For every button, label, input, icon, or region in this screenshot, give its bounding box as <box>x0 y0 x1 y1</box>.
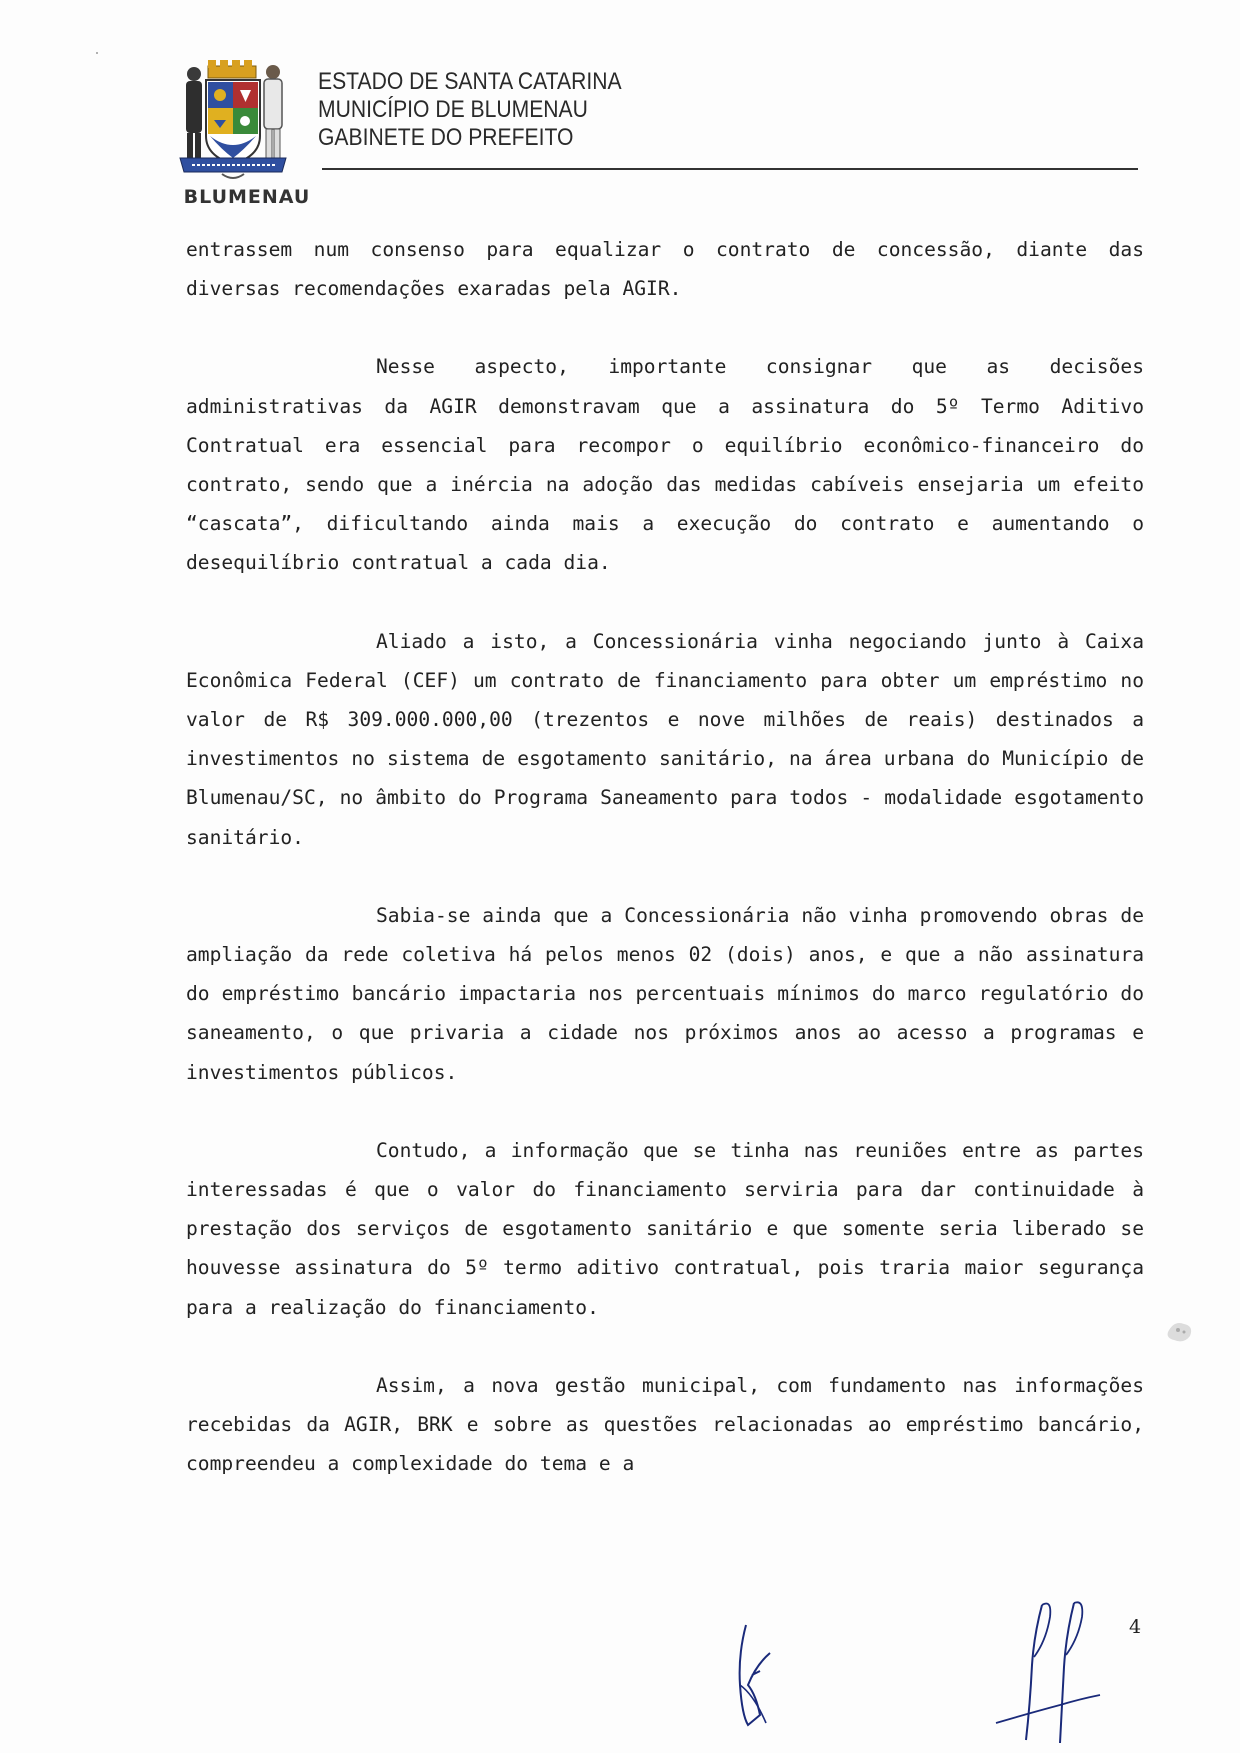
document-body <box>186 230 1144 1522</box>
scan-speck <box>95 42 99 46</box>
office-name: GABINETE DO PREFEITO <box>318 124 574 151</box>
signature-icon <box>990 1595 1120 1745</box>
left-figure-icon <box>186 67 202 163</box>
scan-stain <box>1160 1310 1200 1350</box>
paragraph: Nesse aspecto, importante consignar que as decisões administrativas da AGIR demonstravam que a assinatura do 5º Termo Aditivo Contratual era essencial para recompor o equilíbrio econômico-financeiro do contrato, sendo que a inércia na adoção das medidas cabíveis ensejaria um efeito “cascata”, dificultando ainda mais a execução do contrato e aumentando o desequilíbrio contratual a cada dia. <box>186 355 1144 575</box>
blumenau-coat-of-arms-icon <box>178 58 313 188</box>
motto-banner-icon <box>180 158 286 172</box>
mural-crown-icon <box>208 60 256 78</box>
right-figure-icon <box>264 65 282 161</box>
page-number: 4 <box>1129 1616 1142 1638</box>
state-name: ESTADO DE SANTA CATARINA <box>318 68 622 95</box>
paragraph: Aliado a isto, a Concessionária vinha negociando junto à Caixa Econômica Federal (CEF) um contrato de financiamento para obter um empréstimo no valor de R$ 309.000.000,00 (trezentos e nove milhões de reais) destinados a investimentos no sistema de esgotamento sanitário, na área urbana do Município de Blumenau/SC, no âmbito do Programa Saneamento para todos - modalidade esgotamento sanitário. <box>186 629 1144 849</box>
initials-signature-icon <box>726 1615 786 1730</box>
letterhead-titles <box>318 68 663 152</box>
municipality-name: MUNICÍPIO DE BLUMENAU <box>318 96 588 123</box>
paragraph: entrassem num consenso para equalizar o contrato de concessão, diante das diversas recomendações exaradas pela AGIR. <box>186 238 1144 301</box>
crest-caption: BLUMENAU <box>183 186 311 208</box>
header-divider <box>322 168 1138 170</box>
shield-icon <box>206 80 260 164</box>
letterhead <box>178 58 1138 208</box>
paragraph: Assim, a nova gestão municipal, com fundamento nas informações recebidas da AGIR, BRK e sobre as questões relacionadas ao empréstimo bancário, compreendeu a complexidade do tema e a <box>186 1373 1144 1476</box>
paragraph: Contudo, a informação que se tinha nas reuniões entre as partes interessadas é que o valor do financiamento serviria para dar continuidade à prestação dos serviços de esgotamento sanitário e que somente seria liberado se houvesse assinatura do 5º termo aditivo contratual, pois traria maior segurança para a realização do financiamento. <box>186 1138 1144 1319</box>
paragraph: Sabia-se ainda que a Concessionária não vinha promovendo obras de ampliação da rede coletiva há pelos menos 02 (dois) anos, e que a não assinatura do empréstimo bancário impactaria nos percentuais mínimos do marco regulatório do saneamento, o que privaria a cidade nos próximos anos ao acesso a programas e investimentos públicos. <box>186 903 1144 1084</box>
